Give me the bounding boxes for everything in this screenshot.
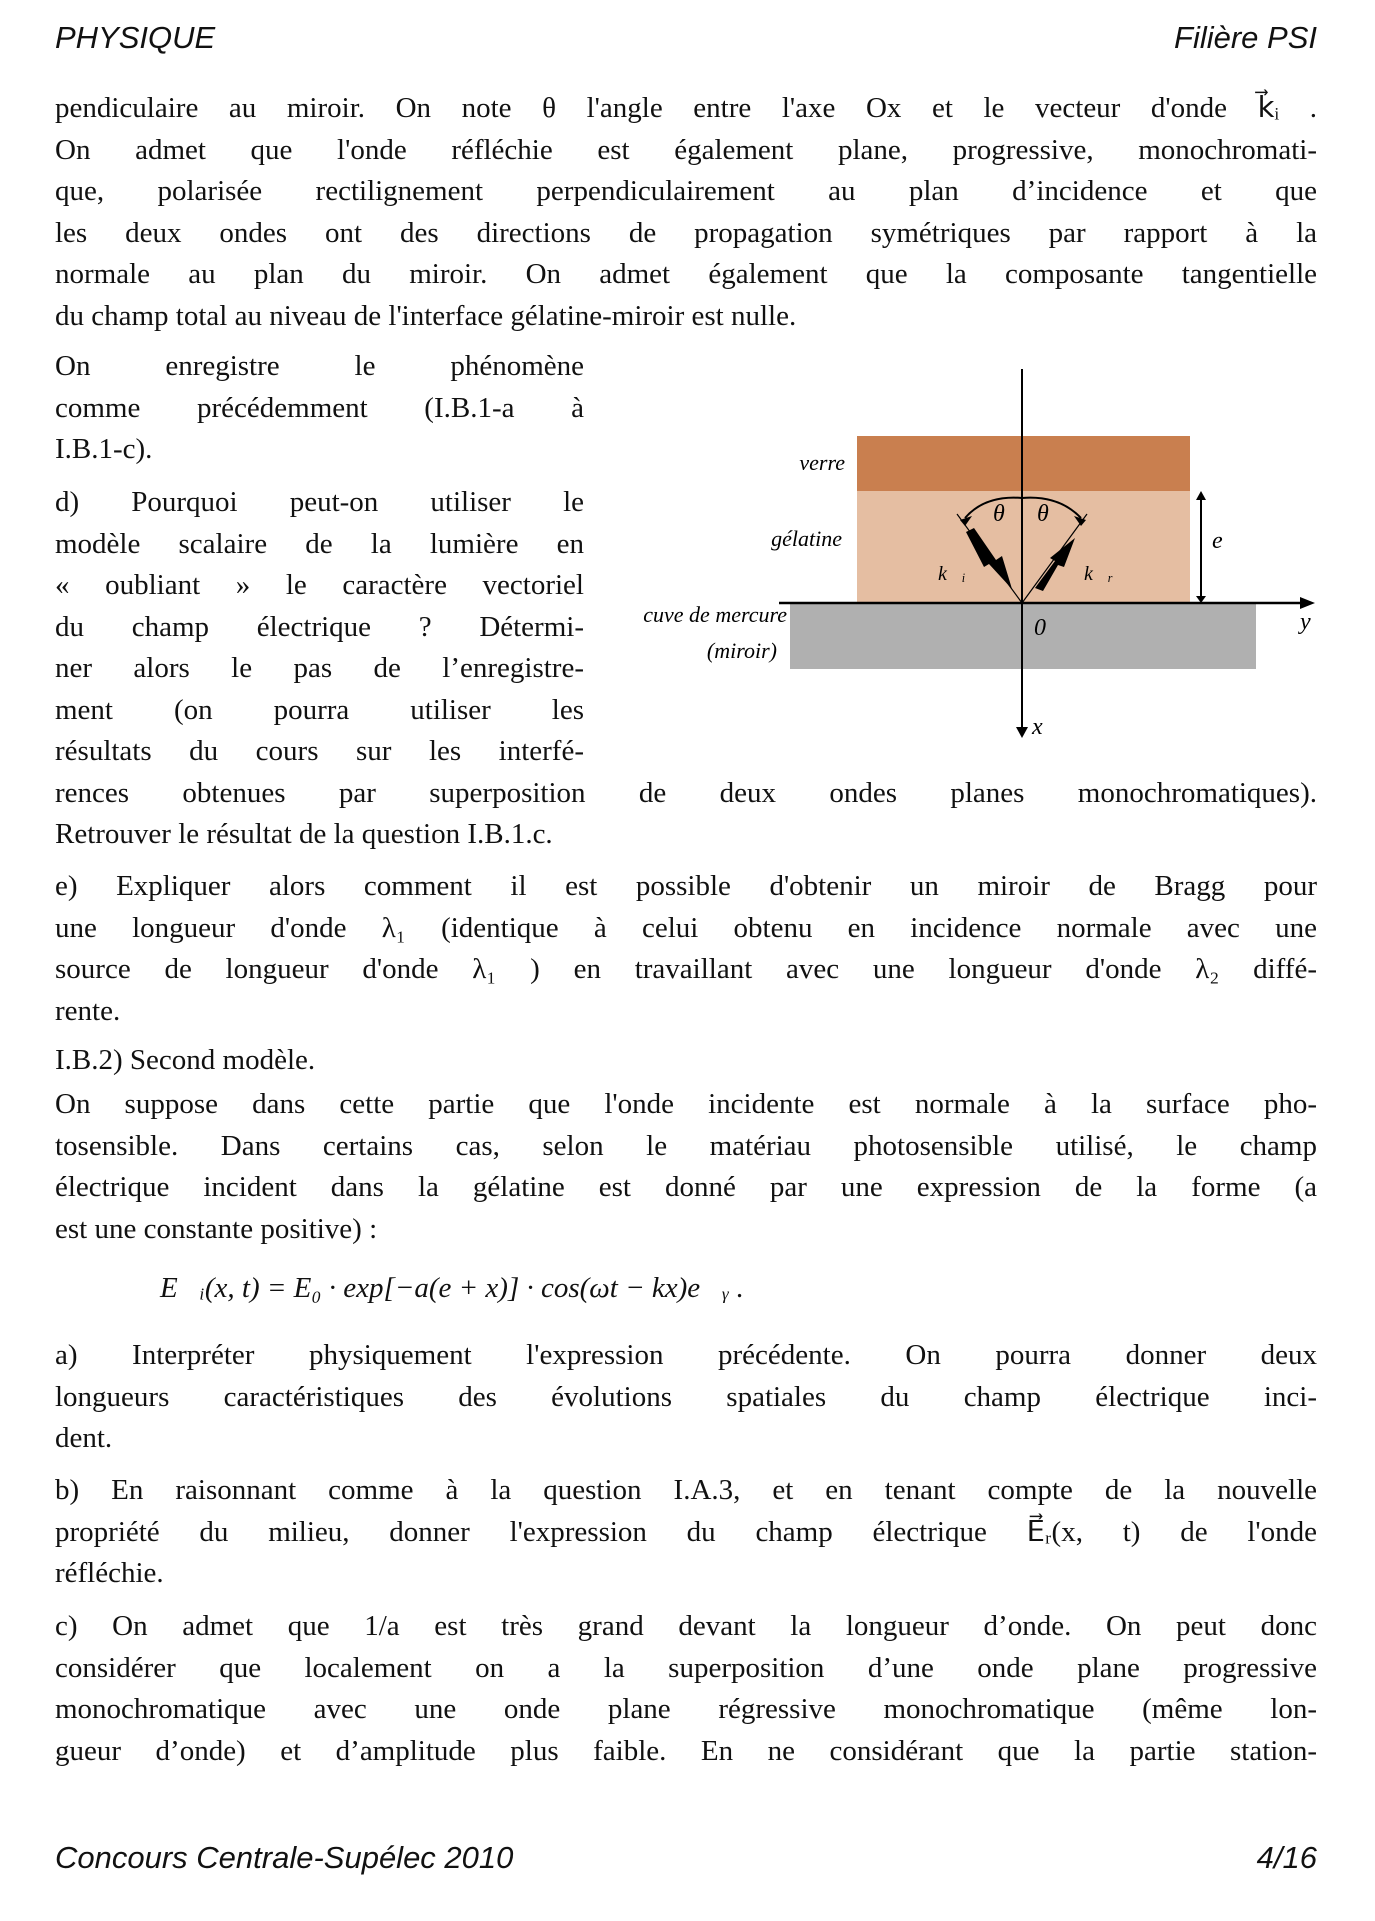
text-line: considérer que localement on a la superposition d’une onde plane progressive (55, 1651, 1317, 1684)
text-line: d) Pourquoi peut-on utiliser le (55, 486, 584, 518)
header-track: Filière PSI (1174, 20, 1317, 55)
text-line: normale au plan du miroir. On admet également que la composante tangentielle (55, 258, 1317, 290)
gelatin-layer (857, 491, 1190, 603)
text-line: modèle scalaire de la lumière en (55, 527, 584, 560)
text-line: résultats du cours sur les interfé- (55, 735, 584, 767)
paragraph-p8 (55, 1470, 1317, 1595)
text-line: du champ total au niveau de l'interface gélatine-miroir est nulle. (55, 299, 797, 332)
text-line: monochromatique avec une onde plane régressive monochromatique (même lon- (55, 1693, 1317, 1725)
text-line: c) On admet que 1/a est très grand devant la longueur d’onde. On peut donc (55, 1610, 1317, 1642)
label-theta-left: θ (993, 501, 1005, 527)
text-line: b) En raisonnant comme à la question I.A.3, et en tenant compte de la nouvelle (55, 1474, 1317, 1506)
text-line: rente. (55, 994, 121, 1027)
label-y-axis: y (1300, 609, 1311, 635)
text-line: comme précédemment (I.B.1-a à (55, 391, 584, 424)
text-line: que, polarisée rectilignement perpendiculairement au plan d’incidence et que (55, 175, 1317, 207)
label-glass: verre (799, 450, 845, 475)
equation-incident-field: E⃗ᵢ(x, t) = E₀ · exp[−a(e + x)] · cos(ωt − kx)e⃗ᵧ . (160, 1272, 744, 1304)
text-line: I.B.2) Second modèle. (55, 1044, 316, 1076)
text-line: propriété du milieu, donner l'expression du champ électrique E⃗ᵣ(x, t) de l'onde (55, 1515, 1317, 1548)
text-line: dent. (55, 1422, 113, 1454)
y-axis-arrow (1300, 597, 1315, 609)
mirror-diagram (600, 360, 1320, 745)
text-line: e) Expliquer alors comment il est possible d'obtenir un miroir de Bragg pour (55, 870, 1317, 902)
text-line: On enregistre le phénomène (55, 350, 584, 382)
text-line: ment (on pourra utiliser les (55, 693, 584, 726)
paragraph-p4 (55, 866, 1317, 1032)
text-line: rences obtenues par superposition de deux ondes planes monochromatiques). (55, 776, 1317, 809)
text-line: électrique incident dans la gélatine est donné par une expression de la forme (a (55, 1171, 1317, 1203)
paragraph-p1 (55, 88, 1317, 337)
paragraph-p9 (55, 1606, 1317, 1772)
paragraph-p2 (55, 346, 584, 471)
paragraph-p7 (55, 1335, 1317, 1460)
text-line: On admet que l'onde réfléchie est également plane, progressive, monochromati- (55, 133, 1317, 166)
text-line: les deux ondes ont des directions de propagation symétriques par rapport à la (55, 216, 1317, 249)
label-mirror: (miroir) (706, 638, 777, 663)
text-line: tosensible. Dans certains cas, selon le matériau photosensible utilisé, le champ (55, 1129, 1317, 1162)
label-theta-right: θ (1037, 501, 1049, 527)
text-line: longueurs caractéristiques des évolutions spatiales du champ électrique inci- (55, 1380, 1317, 1413)
thickness-arrow-head-top (1196, 491, 1206, 500)
text-line: I.B.1-c). (55, 433, 153, 465)
text-line: pendiculaire au miroir. On note θ l'angle entre l'axe Ox et le vecteur d'onde k⃗ᵢ . (55, 92, 1317, 124)
text-line: Retrouver le résultat de la question I.B.1.c. (55, 818, 553, 850)
text-line: gueur d’onde) et d’amplitude plus faible. En ne considérant que la partie station- (55, 1734, 1317, 1767)
text-line: du champ électrique ? Détermi- (55, 610, 584, 643)
glass-layer (857, 436, 1190, 491)
text-line: est une constante positive) : (55, 1212, 378, 1245)
text-line: a) Interpréter physiquement l'expression précédente. On pourra donner deux (55, 1339, 1317, 1371)
label-k-reflected: k⃗ᵣ (1084, 563, 1114, 585)
text-line: ner alors le pas de l’enregistre- (55, 652, 584, 684)
header-subject: PHYSIQUE (55, 20, 216, 55)
label-k-incident: k⃗ᵢ (938, 563, 966, 585)
label-thickness: e (1212, 528, 1223, 554)
text-line: « oubliant » le caractère vectoriel (55, 569, 584, 601)
paragraph-p6 (55, 1084, 1317, 1250)
label-gelatin: gélatine (771, 526, 842, 551)
footer-page-number: 4/16 (1256, 1840, 1317, 1875)
label-origin: 0 (1034, 615, 1046, 641)
text-line: une longueur d'onde λ₁ (identique à celui obtenu en incidence normale avec une (55, 911, 1317, 944)
text-line: réfléchie. (55, 1557, 164, 1589)
text-line: On suppose dans cette partie que l'onde incidente est normale à la surface pho- (55, 1088, 1317, 1120)
x-axis-arrow (1016, 727, 1028, 738)
paragraph-p5 (55, 1040, 1317, 1082)
footer-contest: Concours Centrale-Supélec 2010 (55, 1840, 514, 1875)
label-x-axis: x (1032, 714, 1043, 740)
text-line: source de longueur d'onde λ₁ ) en travaillant avec une longueur d'onde λ₂ diffé- (55, 953, 1317, 985)
label-mercury: cuve de mercure (643, 602, 787, 627)
